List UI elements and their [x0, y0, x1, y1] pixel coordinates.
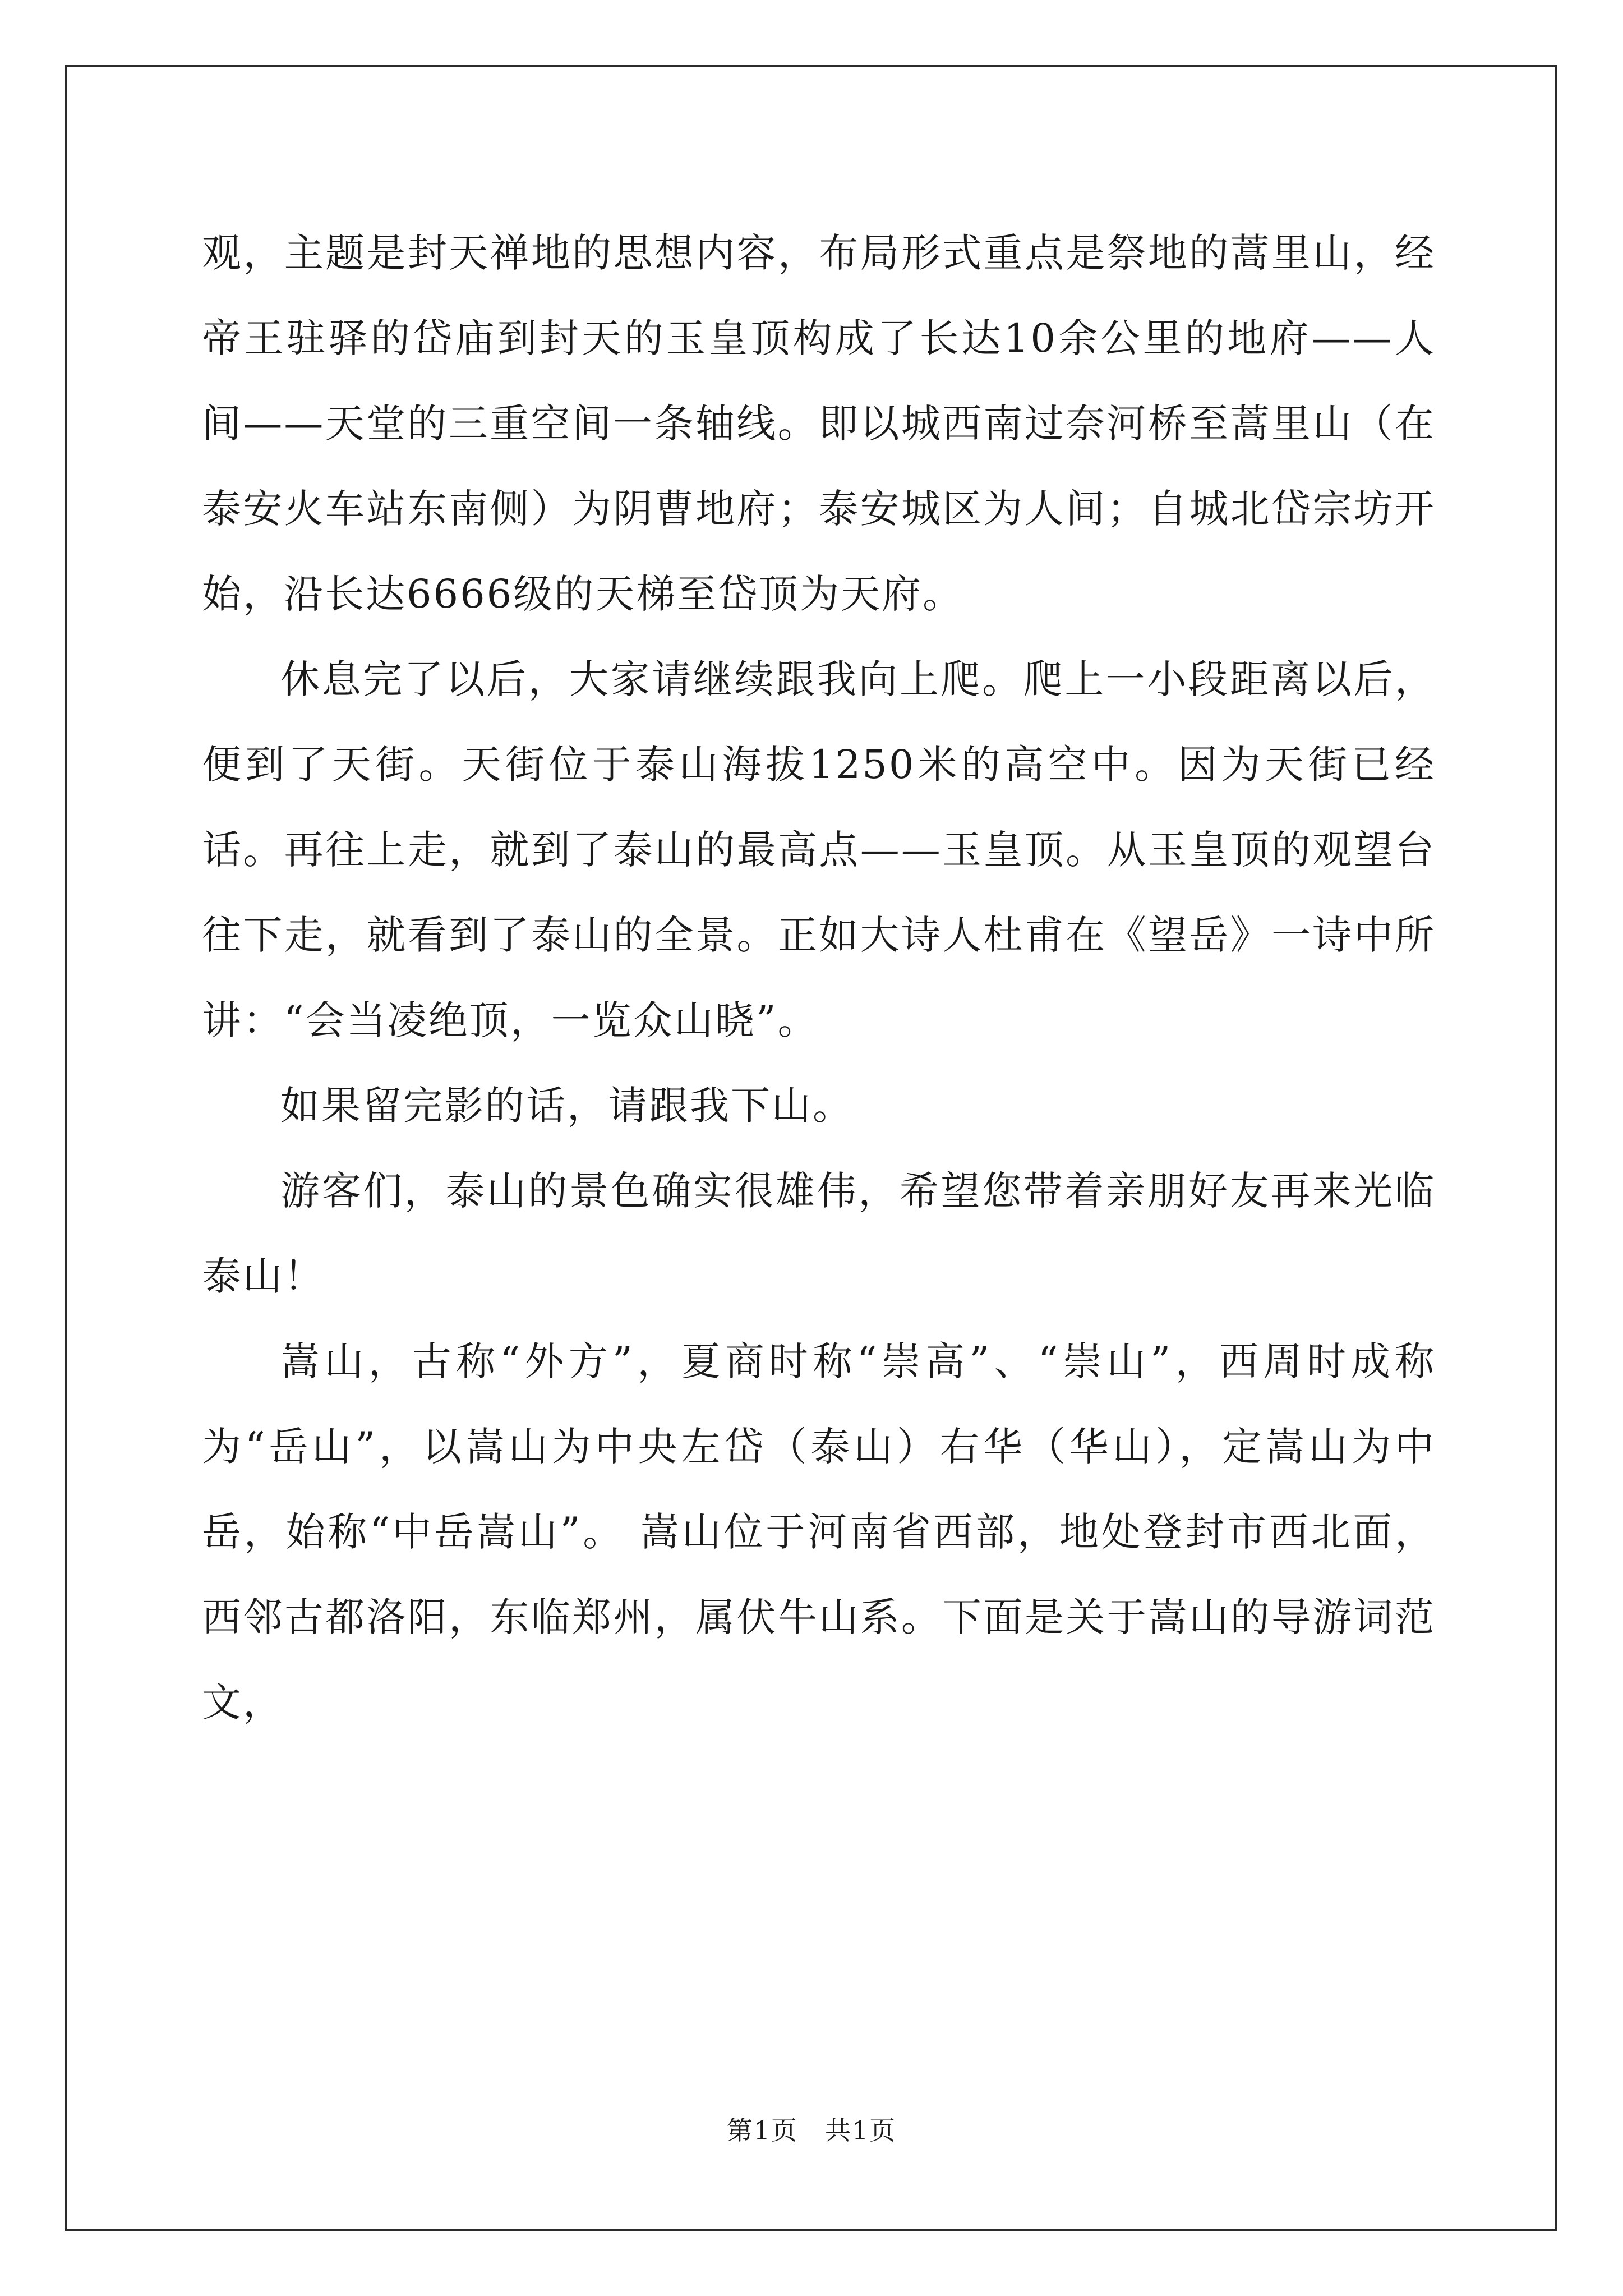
document-body	[202, 210, 1436, 1745]
page-number-footer: 第1页 共1页	[726, 2115, 897, 2146]
paragraph-2: 休息完了以后，大家请继续跟我向上爬。爬上一小段距离以后，便到了天街。天街位于泰山海拔1250米的高空中。因为天街已经话。再往上走，就到了泰山的最高点——玉皇顶。从玉皇顶的观望台往下走，就看到了泰山的全景。正如大诗人杜甫在《望岳》一诗中所讲：“会当凌绝顶，一览众山晓”。	[202, 656, 1436, 1043]
paragraph-1: 观，主题是封天禅地的思想内容，布局形式重点是祭地的蒿里山，经帝王驻驿的岱庙到封天的玉皇顶构成了长达10余公里的地府——人间——天堂的三重空间一条轴线。即以城西南过奈河桥至蒿里山（在泰安火车站东南侧）为阴曹地府；泰安城区为人间；自城北岱宗坊开始，沿长达6666级的天梯至岱顶为天府。	[202, 230, 1436, 617]
paragraph-3: 如果留完影的话，请跟我下山。	[280, 1083, 854, 1129]
paragraph-5: 嵩山，古称“外方”，夏商时称“崇高”、“崇山”，西周时成称为“岳山”，以嵩山为中央左岱（泰山）右华（华山），定嵩山为中岳，始称“中岳嵩山”。 嵩山位于河南省西部，地处登封市西北面，西邻古都洛阳，东临郑州，属伏牛山系。下面是关于嵩山的导游词范文，	[202, 1338, 1436, 1726]
paragraph-4: 游客们，泰山的景色确实很雄伟，希望您带着亲朋好友再来光临泰山！	[202, 1168, 1436, 1299]
